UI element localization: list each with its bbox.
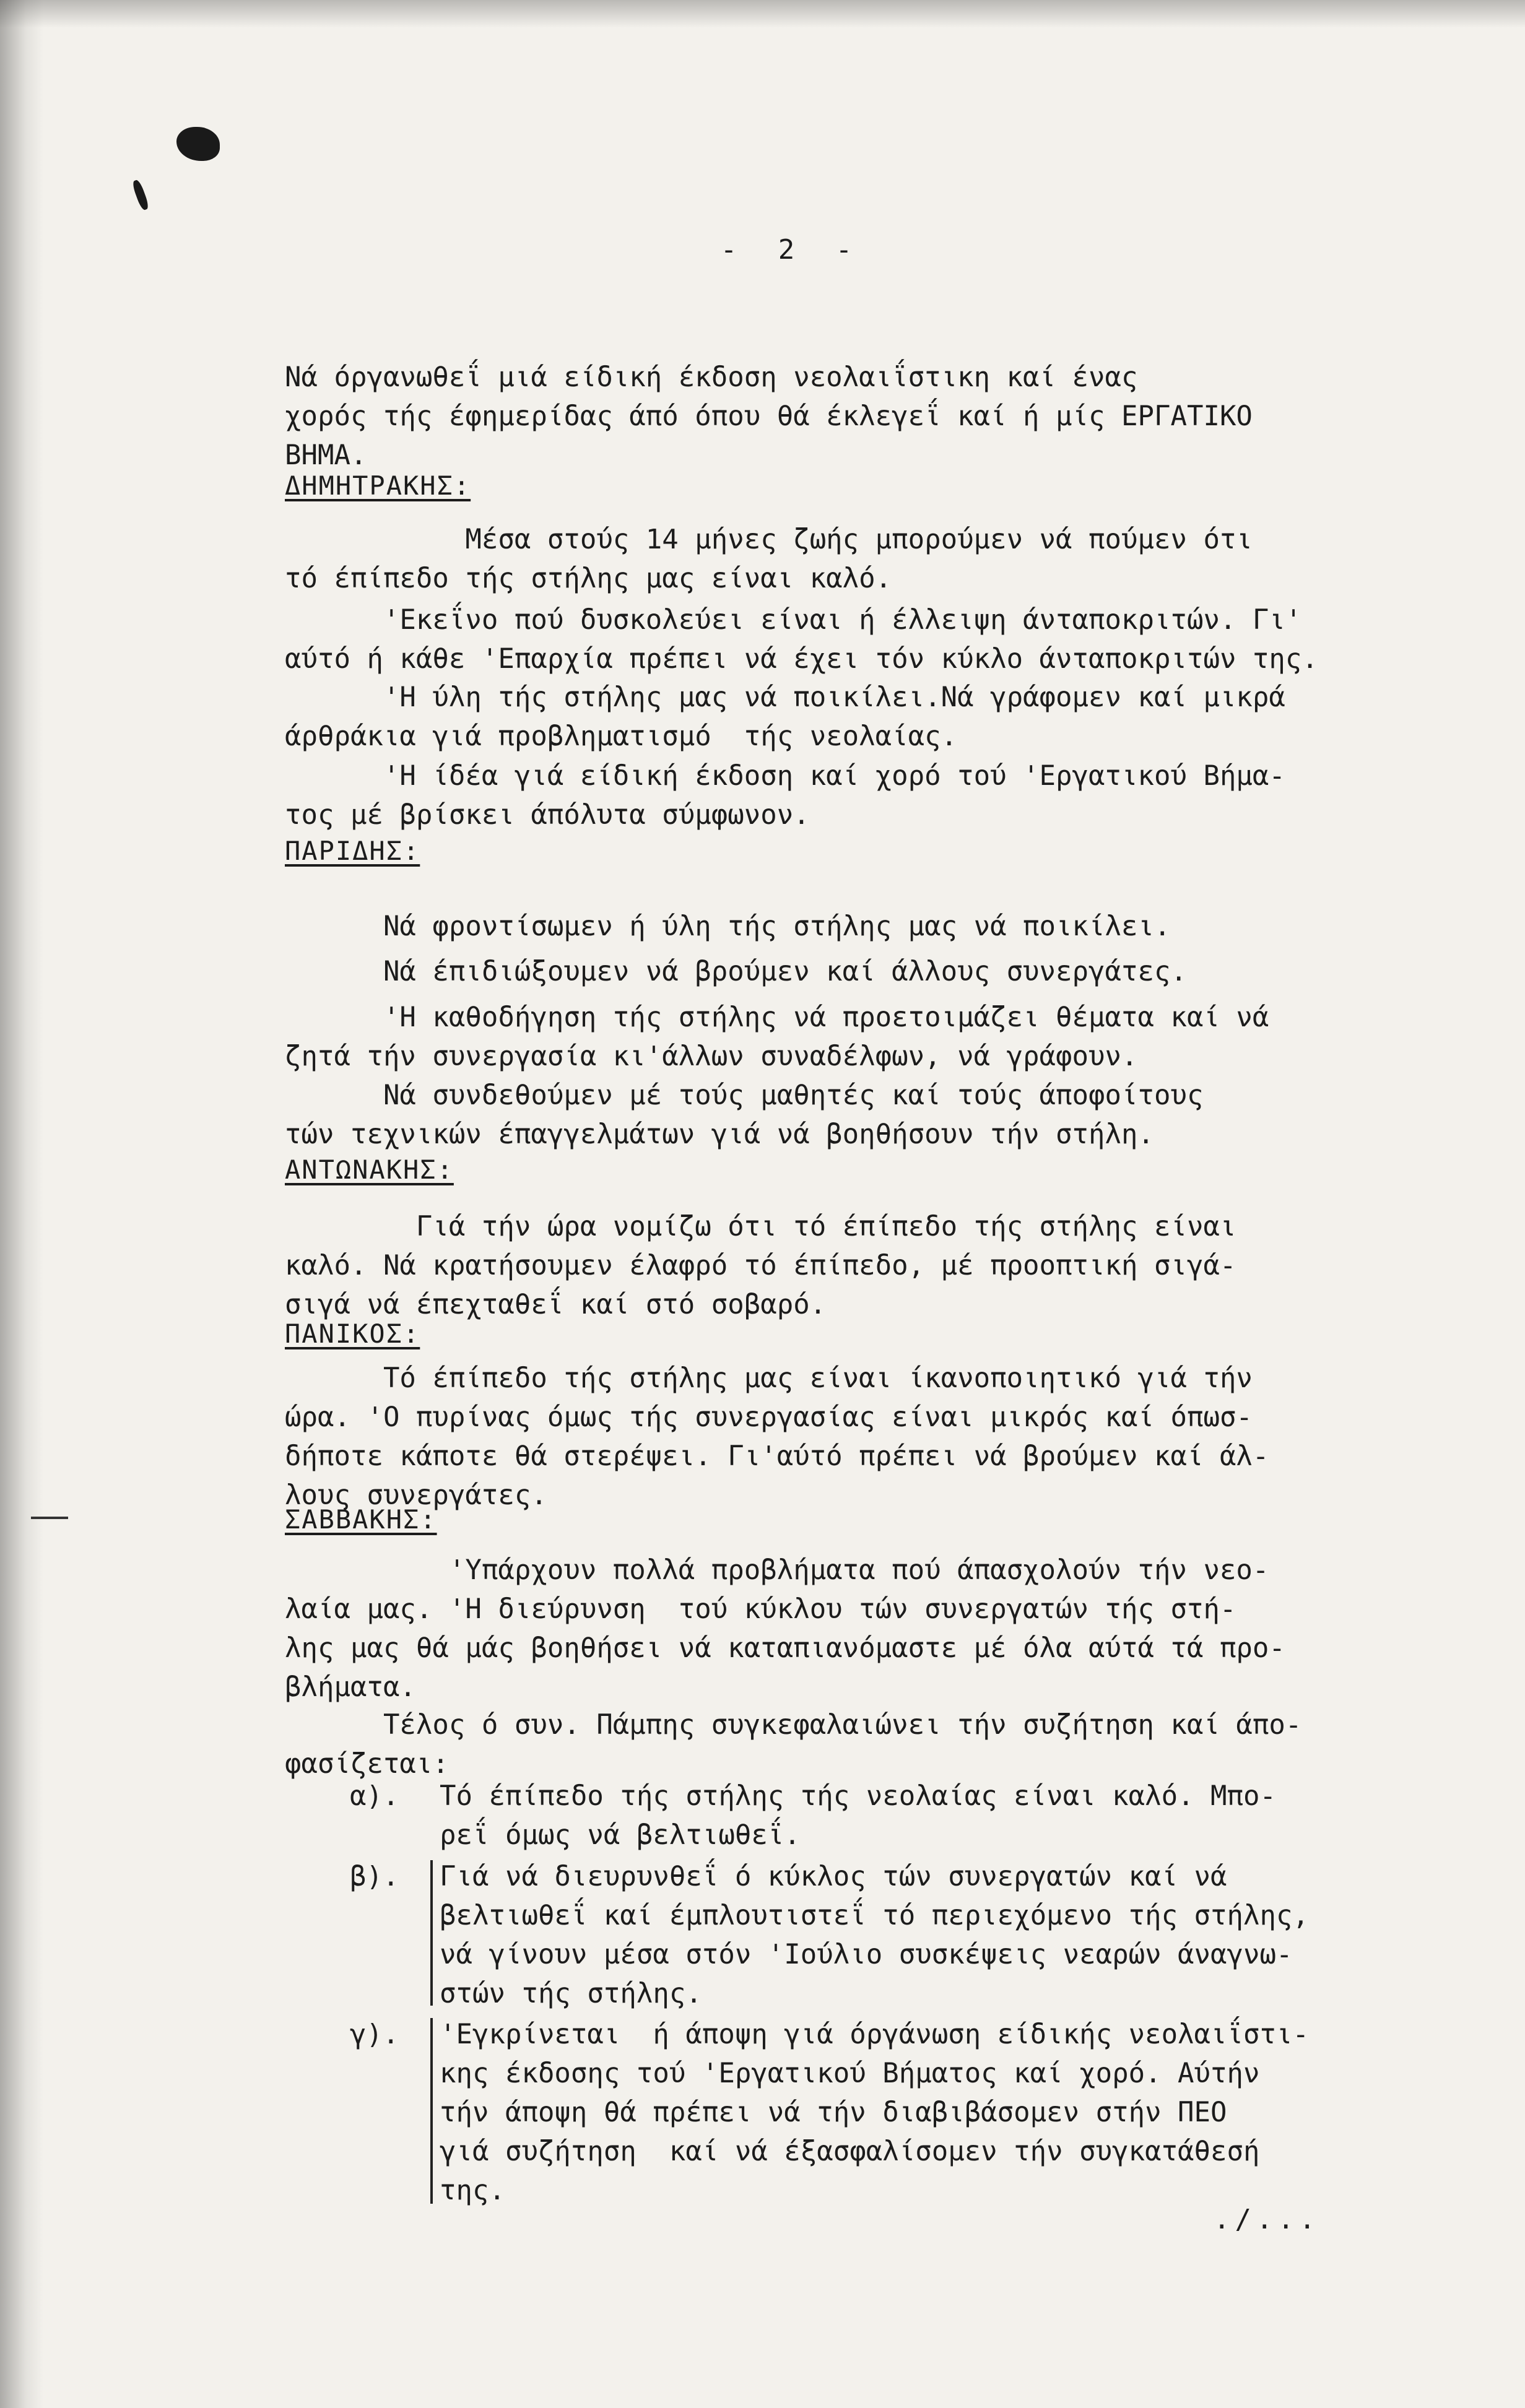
- decision-text-a: Τό έπίπεδο τής στήλης τής νεολαίας είναι καλό. Μπο- ρεΐ όμως νά βελτιωθεΐ.: [440, 1780, 1277, 1851]
- decision-label-a: α).: [350, 1780, 399, 1812]
- dimitrakis-paragraph-2: 'Εκεΐνο πού δυσκολεύει είναι ή έλλειψη άνταποκριτών. Γι' αύτό ή κάθε 'Επαρχία πρέπει νά έχει τόν κύκλο άνταποκριτών της.: [285, 604, 1318, 675]
- final-paragraph: Τέλος ό συν. Πάμπης συγκεφαλαιώνει τήν συζήτηση καί άπο- φασίζεται:: [285, 1709, 1302, 1780]
- decision-text-c: 'Εγκρίνεται ή άποψη γιά όργάνωση είδικής νεολαιΐστι- κης έκδοσης τού 'Εργατικού Βήματος καί χορό. Αύτήν τήν άποψη θά πρέπει νά τήν διαβιβάσομεν στήν ΠΕΟ γιά συζήτηση καί νά έξασφαλίσομεν τήν συγκατάθεσή της.: [440, 2019, 1309, 2206]
- margin-dash: [31, 1517, 68, 1519]
- speaker-antonakis: ΑΝΤΩΝΑΚΗΣ:: [285, 1154, 454, 1185]
- dimitrakis-paragraph-4: 'Η ίδέα γιά είδική έκδοση καί χορό τού 'Εργατικού Βήμα- τος μέ βρίσκει άπόλυτα σύμφωνον.: [285, 760, 1285, 831]
- decision-b-bracket: [430, 1860, 433, 2006]
- speaker-panikos: ΠΑΝΙΚΟΣ:: [285, 1319, 420, 1349]
- paridis-paragraph-2: Νά έπιδιώξουμεν νά βρούμεν καί άλλους συνεργάτες.: [285, 956, 1187, 987]
- paridis-paragraph-3: 'Η καθοδήγηση τής στήλης νά προετοιμάζει θέματα καί νά ζητά τήν συνεργασία κι'άλλων συναδέλφων, νά γράφουν.: [285, 1002, 1269, 1072]
- speaker-savvakis: ΣΑΒΒΑΚΗΣ:: [285, 1504, 437, 1535]
- speaker-paridis: ΠΑΡΙΔΗΣ:: [285, 836, 420, 866]
- decision-c-bracket: [430, 2018, 433, 2204]
- continuation-mark: ./...: [1214, 2204, 1321, 2235]
- paridis-paragraph-4: Νά συνδεθούμεν μέ τούς μαθητές καί τούς άποφοίτους τών τεχνικών έπαγγελμάτων γιά νά βοηθήσουν τήν στήλη.: [285, 1080, 1204, 1150]
- antonakis-paragraph: Γιά τήν ώρα νομίζω ότι τό έπίπεδο τής στήλης είναι καλό. Νά κρατήσουμεν έλαφρό τό έπίπεδο, μέ προοπτική σιγά- σιγά νά έπεχταθεΐ καί στό σοβαρό.: [285, 1211, 1236, 1320]
- paridis-paragraph-1: Νά φροντίσωμεν ή ύλη τής στήλης μας νά ποικίλει.: [285, 911, 1171, 942]
- panikos-paragraph: Τό έπίπεδο τής στήλης μας είναι ίκανοποιητικό γιά τήν ώρα. 'Ο πυρίνας όμως τής συνεργασίας είναι μικρός καί όπωσ- δήποτε κάποτε θά στερέψει. Γι'αύτό πρέπει νά βρούμεν καί άλ- λους συνεργάτες.: [285, 1362, 1269, 1511]
- decision-label-b: β).: [350, 1861, 399, 1892]
- intro-paragraph: Νά όργανωθεΐ μιά είδική έκδοση νεολαιΐστικη καί ένας χορός τής έφημερίδας άπό όπου θά έκλεγεΐ καί ή μίς ΕΡΓΑΤΙΚΟ ΒΗΜΑ.: [285, 362, 1253, 471]
- speaker-dimitrakis: ΔΗΜΗΤΡΑΚΗΣ:: [285, 470, 471, 501]
- page-number: - 2 -: [720, 234, 865, 266]
- ink-mark: [131, 179, 150, 211]
- dimitrakis-paragraph-3: 'Η ύλη τής στήλης μας νά ποικίλει.Νά γράφομεν καί μικρά άρθράκια γιά προβληματισμό τής νεολαίας.: [285, 682, 1285, 752]
- decision-text-b: Γιά νά διευρυνθεΐ ό κύκλος τών συνεργατών καί νά βελτιωθεΐ καί έμπλουτιστεΐ τό περιεχόμενο τής στήλης, νά γίνουν μέσα στόν 'Ιούλιο συσκέψεις νεαρών άναγνω- στών τής στήλης.: [440, 1861, 1309, 2009]
- savvakis-paragraph: 'Υπάρχουν πολλά προβλήματα πού άπασχολούν τήν νεο- λαία μας. 'Η διεύρυνση τού κύκλου τών συνεργατών τής στή- λης μας θά μάς βοηθήσει νά καταπιανόμαστε μέ όλα αύτά τά προ- βλήματα.: [285, 1554, 1285, 1703]
- dimitrakis-paragraph-1: Μέσα στούς 14 μήνες ζωής μπορούμεν νά πούμεν ότι τό έπίπεδο τής στήλης μας είναι καλό.: [285, 524, 1253, 594]
- decision-label-c: γ).: [350, 2019, 399, 2050]
- ink-blot: [176, 127, 220, 161]
- scan-shadow-top: [0, 0, 1525, 28]
- scan-shadow-left: [0, 0, 43, 2408]
